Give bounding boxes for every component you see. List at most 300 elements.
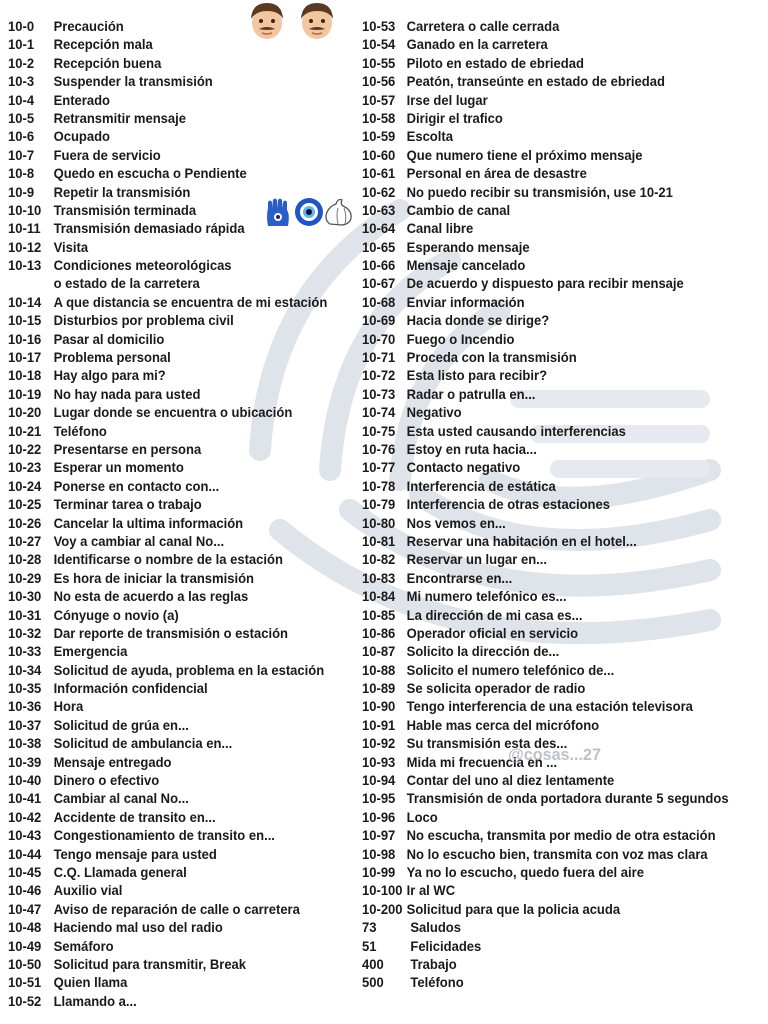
code-row [8,679,338,697]
code-row [8,642,338,660]
code-row [8,532,338,550]
code-row [8,789,338,807]
code-meaning: Cambiar al canal No... [53,790,189,807]
code-number: 10-200 [362,900,403,917]
code-meaning: No lo escucho bien, transmita con voz mas clara [406,845,708,862]
code-row [8,992,338,1010]
code-row [8,458,338,476]
code-row [8,826,338,844]
code-meaning: Enterado [53,91,111,108]
code-meaning: Carretera o calle cerrada [406,18,560,34]
code-number: 10-98 [362,845,396,862]
code-number: 10-21 [8,422,42,439]
code-row [8,348,338,366]
code-meaning: Hable mas cerca del micrófono [406,716,600,733]
code-number: 10-12 [8,238,42,255]
code-meaning: Nos vemos en... [406,514,506,531]
code-number: 51 [362,937,377,954]
code-number: 10-11 [8,220,41,237]
code-row [8,937,338,955]
code-meaning: Retransmitir mensaje [53,109,187,126]
code-number: 10-10 [8,201,42,218]
code-meaning: Auxilio vial [53,882,123,899]
code-row [8,716,338,734]
code-meaning: Esperar un momento [53,459,184,476]
code-number: 10-18 [8,367,42,384]
code-row [362,17,738,35]
code-number: 10-38 [8,735,42,752]
code-meaning: Accidente de transito en... [53,808,216,825]
code-row [362,164,738,182]
code-meaning: C.Q. Llamada general [53,863,187,880]
code-meaning: Mida mi frecuencia en ... [406,753,558,770]
code-meaning: Identificarse o nombre de la estación [53,551,283,568]
code-meaning: Solicitud de ambulancia en... [53,735,233,752]
code-meaning: Contar del uno al diez lentamente [406,772,615,789]
code-meaning: Saludos [410,919,462,936]
code-number: 10-92 [362,735,396,752]
code-meaning: Irse del lugar [406,91,488,108]
code-number: 10-17 [8,349,42,366]
code-row [8,697,338,715]
code-row [8,146,338,164]
code-row [362,495,738,513]
charm-emojis [264,196,359,228]
code-number: 10-75 [362,422,396,439]
code-row [8,734,338,752]
code-row [362,274,738,292]
code-number: 10-29 [8,569,42,586]
code-meaning: Emergencia [53,643,128,660]
code-row [8,918,338,936]
code-meaning: No esta de acuerdo a las reglas [53,588,249,605]
code-number: 10-52 [8,992,42,1009]
code-row [8,91,338,109]
code-meaning: Interferencia de estática [406,477,556,494]
code-meaning: No hay nada para usted [53,385,201,402]
code-meaning: Solicito el numero telefónico de... [406,661,615,678]
code-row [8,808,338,826]
code-number: 10-24 [8,477,42,494]
code-number: 10-68 [362,293,396,310]
code-number: 10-55 [362,54,396,71]
code-number: 10-97 [362,827,396,844]
code-meaning: Lugar donde se encuentra o ubicación [53,404,293,421]
code-number: 10-95 [362,790,396,807]
code-meaning: Dar reporte de transmisión o estación [53,624,289,641]
code-row [362,54,738,72]
code-row [362,679,738,697]
code-row [362,440,738,458]
code-number: 500 [362,974,384,991]
code-row [362,845,738,863]
code-row [8,661,338,679]
code-number: 10-57 [362,91,396,108]
code-number: 10-30 [8,588,42,605]
code-meaning: Reservar una habitación en el hotel... [406,532,637,549]
code-meaning: Negativo [406,404,462,421]
code-number: 10-50 [8,955,42,972]
code-meaning: Esta usted causando interferencias [406,422,626,439]
code-row [8,514,338,532]
code-number: 10-33 [8,643,42,660]
code-number: 10-20 [8,404,42,421]
code-number: 10-63 [362,201,396,218]
code-number: 10-4 [8,91,35,108]
code-meaning: Presentarse en persona [53,440,202,457]
man-face-emoji-icon [298,1,336,41]
code-row [362,201,738,219]
code-meaning: Contacto negativo [406,459,521,476]
code-row [8,863,338,881]
code-row [362,789,738,807]
code-meaning: Problema personal [53,349,171,366]
code-row [8,293,338,311]
code-meaning: Disturbios por problema civil [53,312,234,329]
code-meaning: Escolta [406,128,453,145]
code-number: 10-13 [8,257,42,274]
code-meaning: Transmisión de onda portadora durante 5 segundos [406,790,729,807]
code-number: 10-6 [8,128,35,145]
code-number: 10-53 [362,18,396,34]
code-row [8,477,338,495]
code-meaning: Ponerse en contacto con... [53,477,220,494]
code-meaning: Fuego o Incendio [406,330,515,347]
code-row [362,477,738,495]
code-row [362,348,738,366]
code-meaning: Información confidencial [53,680,208,697]
code-number: 10-94 [362,772,396,789]
code-number: 10-59 [362,128,396,145]
code-meaning: Dirigir el trafico [406,109,503,126]
code-row [362,697,738,715]
code-row [8,753,338,771]
code-number: 10-22 [8,440,42,457]
code-row [8,256,338,274]
garlic-icon [326,200,351,226]
code-row [8,385,338,403]
code-meaning: Aviso de reparación de calle o carretera [53,900,300,917]
code-number: 10-47 [8,900,42,917]
code-meaning: Interferencia de otras estaciones [406,496,610,513]
code-number: 10-89 [362,680,396,697]
code-meaning: Transmisión demasiado rápida [53,220,245,237]
code-number: 10-27 [8,532,42,549]
code-number: 10-74 [362,404,396,421]
code-row [362,532,738,550]
code-row [8,311,338,329]
code-meaning: Terminar tarea o trabajo [53,496,202,513]
code-meaning: No puedo recibir su transmisión, use 10-21 [406,183,673,200]
code-meaning: Ganado en la carretera [406,36,548,53]
code-number: 10-78 [362,477,396,494]
code-number: 10-26 [8,514,42,531]
code-meaning: Solicitud para que la policia acuda [406,900,621,917]
code-meaning: Hay algo para mi? [53,367,166,384]
man-face-emoji-icon [248,1,286,41]
code-row [362,183,738,201]
code-number: 10-56 [362,73,396,90]
code-number: 10-54 [362,36,396,53]
code-row [8,900,338,918]
code-row [8,17,338,35]
code-number: 10-61 [362,165,396,182]
code-meaning: Suspender la transmisión [53,73,213,90]
code-meaning: Ir al WC [406,882,456,899]
code-meaning: Mensaje cancelado [406,257,526,274]
code-row [8,973,338,991]
code-number: 10-39 [8,753,42,770]
code-number: 10-28 [8,551,42,568]
code-number: 10-65 [362,238,396,255]
code-number: 10-3 [8,73,35,90]
code-meaning: Canal libre [406,220,474,237]
code-number: 10-77 [362,459,396,476]
code-meaning: Enviar información [406,293,525,310]
code-row [362,458,738,476]
code-number: 10-83 [362,569,396,586]
code-meaning: Voy a cambiar al canal No... [53,532,225,549]
code-row [8,624,338,642]
code-row [362,955,738,973]
code-row [362,422,738,440]
code-number: 10-31 [8,606,42,623]
code-number: 10-7 [8,146,35,163]
code-meaning: Esta listo para recibir? [406,367,548,384]
code-meaning: Mensaje entregado [53,753,172,770]
code-meaning: Solicitud de ayuda, problema en la estación [53,661,325,678]
code-meaning: Cancelar la ultima información [53,514,244,531]
code-row [362,918,738,936]
code-meaning: Teléfono [410,974,464,991]
code-row [8,109,338,127]
code-number: 10-90 [362,698,396,715]
code-row [362,606,738,624]
code-number: 10-42 [8,808,42,825]
code-meaning: Radar o patrulla en... [406,385,536,402]
code-row [362,900,738,918]
code-row [362,550,738,568]
code-number: 10-79 [362,496,396,513]
code-meaning: Fuera de servicio [53,146,161,163]
code-row [362,109,738,127]
code-meaning: Esperando mensaje [406,238,530,255]
code-number: 10-66 [362,257,396,274]
code-row [8,955,338,973]
code-row [8,238,338,256]
code-row [362,642,738,660]
code-row [362,569,738,587]
code-number: 10-51 [8,974,42,991]
code-meaning: Ocupado [53,128,110,145]
code-row [362,127,738,145]
code-meaning: Solicitud para transmitir, Break [53,955,247,972]
code-meaning: Visita [53,238,89,255]
code-row [362,881,738,899]
code-row [362,808,738,826]
code-number: 10-44 [8,845,42,862]
code-meaning: No escucha, transmita por medio de otra estación [406,827,716,844]
code-meaning: Hora [53,698,84,715]
code-number: 10-14 [8,293,42,310]
code-number: 10-69 [362,312,396,329]
code-meaning: Quien llama [53,974,128,991]
code-number: 10-43 [8,827,42,844]
code-row [8,606,338,624]
code-number: 10-8 [8,165,35,182]
code-row [8,422,338,440]
code-meaning: La dirección de mi casa es... [406,606,583,623]
code-row [362,219,738,237]
code-row [362,403,738,421]
code-meaning: De acuerdo y dispuesto para recibir mensaje [406,275,684,292]
code-row [362,366,738,384]
watermark-username: @cosas...27 [508,745,601,764]
code-number: 10-67 [362,275,396,292]
code-meaning: Se solicita operador de radio [406,680,586,697]
code-row [8,440,338,458]
code-number: 10-64 [362,220,396,237]
code-number: 10-25 [8,496,42,513]
code-number: 10-84 [362,588,396,605]
code-row [362,661,738,679]
code-number: 10-9 [8,183,35,200]
code-number: 10-96 [362,808,396,825]
code-meaning: Que numero tiene el próximo mensaje [406,146,643,163]
code-meaning: Piloto en estado de ebriedad [406,54,584,71]
code-meaning: Semáforo [53,937,114,954]
code-row [8,330,338,348]
code-meaning: Quedo en escucha o Pendiente [53,165,247,182]
code-meaning: Loco [406,808,438,825]
code-meaning: Es hora de iniciar la transmisión [53,569,255,586]
code-row [362,293,738,311]
code-number: 10-60 [362,146,396,163]
code-number: 10-40 [8,772,42,789]
code-number: 10-0 [8,18,35,34]
code-number: 400 [362,955,384,972]
code-row [8,403,338,421]
code-row [362,72,738,90]
code-meaning: Precaución [53,18,124,34]
code-meaning: Condiciones meteorológicas [53,257,232,274]
code-meaning: Recepción mala [53,36,153,53]
code-row [362,587,738,605]
code-number: 10-46 [8,882,42,899]
code-number: 10-58 [362,109,396,126]
code-number: 10-19 [8,385,42,402]
code-meaning: Cambio de canal [406,201,511,218]
code-number: 10-1 [8,36,35,53]
code-meaning: Cónyuge o novio (a) [53,606,179,623]
code-row [362,330,738,348]
code-meaning: Dinero o efectivo [53,772,160,789]
nazar-evil-eye-icon [295,198,323,226]
code-row [362,863,738,881]
code-meaning: Transmisión terminada [53,201,197,218]
code-number: 10-91 [362,716,396,733]
code-row [362,624,738,642]
code-number: 10-100 [362,882,403,899]
code-row [362,937,738,955]
code-row [8,587,338,605]
code-meaning: Personal en área de desastre [406,165,587,182]
code-row [8,274,338,292]
code-number: 73 [362,919,377,936]
code-number: 10-87 [362,643,396,660]
code-meaning: Encontrarse en... [406,569,513,586]
code-meaning: Proceda con la transmisión [406,349,577,366]
code-row [362,973,738,991]
code-meaning: o estado de la carretera [53,275,200,292]
code-meaning: A que distancia se encuentra de mi estación [53,293,328,310]
code-number: 10-5 [8,109,35,126]
code-row [362,146,738,164]
code-row [362,238,738,256]
code-meaning: Tengo mensaje para usted [53,845,217,862]
code-number: 10-72 [362,367,396,384]
code-row [362,771,738,789]
code-number: 10-82 [362,551,396,568]
code-meaning: Felicidades [410,937,482,954]
code-meaning: Tengo interferencia de una estación televisora [406,698,693,715]
code-meaning: Congestionamiento de transito en... [53,827,275,844]
left-code-column [8,17,363,1010]
code-row [8,569,338,587]
code-row [8,771,338,789]
code-row [8,164,338,182]
code-row [362,311,738,329]
code-row [362,826,738,844]
code-row [8,366,338,384]
code-meaning: Reservar un lugar en... [406,551,548,568]
code-meaning: Estoy en ruta hacia... [406,440,537,457]
code-meaning: Repetir la transmisión [53,183,191,200]
code-row [8,35,338,53]
code-meaning: Pasar al domicilio [53,330,165,347]
code-meaning: Operador oficial en servicio [406,624,579,641]
code-number: 10-70 [362,330,396,347]
code-number: 10-48 [8,919,42,936]
code-row [362,35,738,53]
code-number: 10-41 [8,790,42,807]
code-number: 10-36 [8,698,42,715]
code-row [8,495,338,513]
code-number: 10-86 [362,624,396,641]
code-row [8,127,338,145]
code-row [8,845,338,863]
code-row [8,550,338,568]
code-row [8,72,338,90]
code-number: 10-62 [362,183,396,200]
code-meaning: Peatón, transeúnte en estado de ebriedad [406,73,665,90]
code-meaning: Haciendo mal uso del radio [53,919,223,936]
code-meaning: Solicito la dirección de... [406,643,560,660]
code-meaning: Llamando a... [53,992,137,1009]
code-number: 10-45 [8,863,42,880]
code-row [8,881,338,899]
code-meaning: Solicitud de grúa en... [53,716,189,733]
code-row [362,385,738,403]
code-number: 10-2 [8,54,35,71]
code-number: 10-16 [8,330,42,347]
code-number: 10-49 [8,937,42,954]
code-row [8,54,338,72]
code-number: 10-99 [362,863,396,880]
code-number: 10-80 [362,514,396,531]
code-number: 10-73 [362,385,396,402]
code-meaning: Hacia donde se dirige? [406,312,550,329]
